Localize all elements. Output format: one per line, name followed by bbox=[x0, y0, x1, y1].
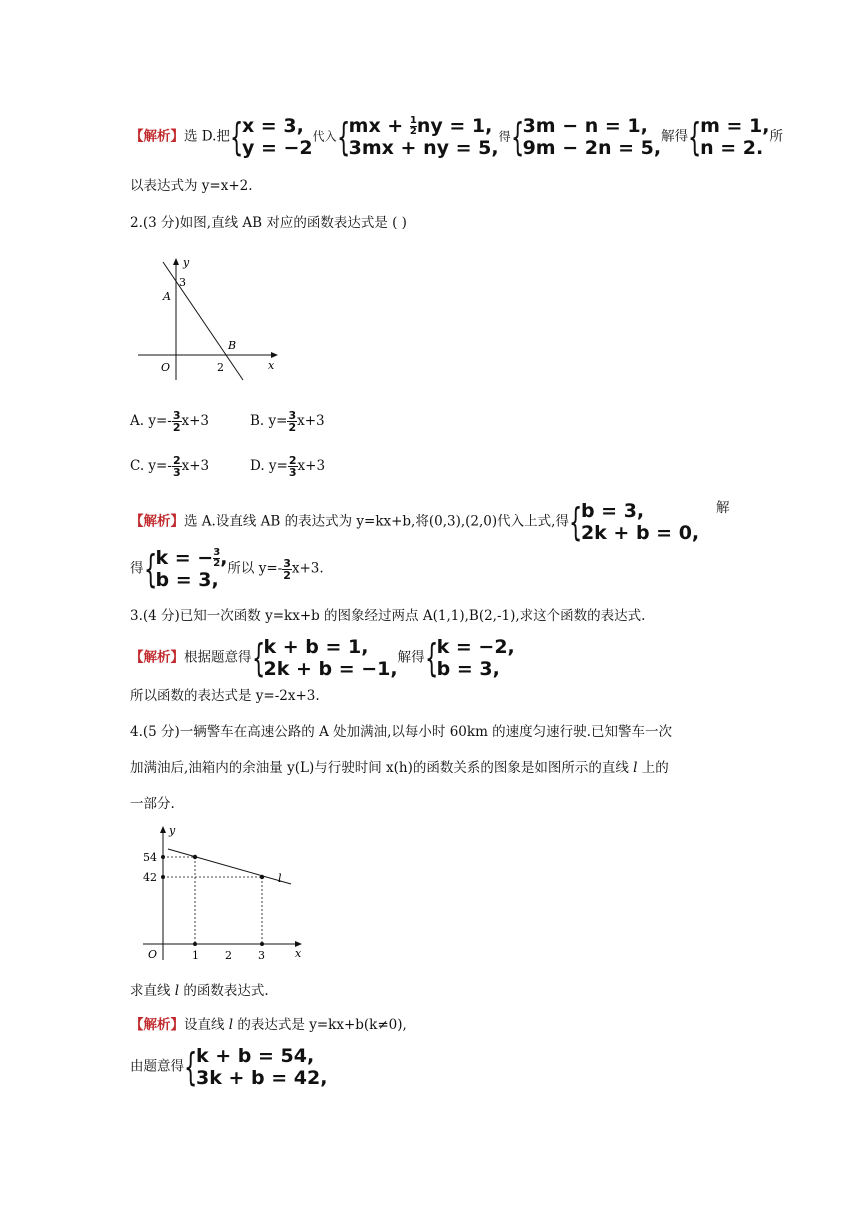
analysis-tag: 【解析】 bbox=[130, 1017, 184, 1033]
q4-stem-line-1: 4.(5 分)一辆警车在高速公路的 A 处加满油,以每小时 60km 的速度匀速行驶.已知警车一次 bbox=[130, 724, 672, 740]
analysis-tag: 【解析】 bbox=[130, 649, 184, 666]
equation-system-f: { k = − $\frac{3}{2}$, b = 3, bbox=[143, 547, 228, 591]
q2-solution-line: 【解析】选 A.设直线 AB 的表达式为 y=kx+b,将(0,3),(2,0)代入上式,得 { b = 3, 2k + b = 0, 解 bbox=[130, 500, 730, 544]
q3-solution-line: 【解析】根据题意得 { k + b = 1, 2k + b = −1, 解得 { k = −2, b = 3, bbox=[130, 636, 515, 680]
y-axis-label: y bbox=[183, 256, 190, 269]
origin-label: O bbox=[148, 948, 158, 961]
equation-system-c: { 3m − n = 1, 9m − 2n = 5, bbox=[510, 115, 662, 159]
q2-options-ab bbox=[130, 409, 325, 434]
x-tick-1: 1 bbox=[192, 949, 199, 962]
x-tick-2: 2 bbox=[225, 949, 232, 962]
point-b-label: B bbox=[228, 339, 237, 352]
x-axis-label: x bbox=[295, 947, 302, 960]
q3-conclusion: 所以函数的表达式是 y=-2x+3. bbox=[130, 688, 320, 704]
option-b: B. y= $\frac{3}{2}$ x+3 bbox=[250, 409, 325, 434]
analysis-tag: 【解析】 bbox=[130, 128, 184, 145]
q2-stem: 2.(3 分)如图,直线 AB 对应的函数表达式是 ( ) bbox=[130, 215, 407, 231]
option-d: D. y= $\frac{2}{3}$ x+3 bbox=[250, 454, 326, 479]
y-intercept-label: 3 bbox=[179, 276, 186, 289]
q3-stem: 3.(4 分)已知一次函数 y=kx+b 的图象经过两点 A(1,1),B(2,-1),求这个函数的表达式. bbox=[130, 608, 646, 624]
q1-solution-cont: 以表达式为 y=x+2. bbox=[130, 178, 253, 194]
q4-graph bbox=[138, 820, 313, 965]
equation-system-d: { m = 1, n = 2. bbox=[688, 115, 770, 159]
y-tick-54: 54 bbox=[143, 851, 157, 864]
equation-system-g: { k + b = 1, 2k + b = −1, bbox=[251, 636, 398, 680]
x-intercept-label: 2 bbox=[217, 361, 224, 374]
y-tick-42: 42 bbox=[143, 871, 157, 884]
point-a-label: A bbox=[163, 290, 171, 303]
q2-solution-cont: 得 { k = − $\frac{3}{2}$, b = 3, 所以 y=- $\frac{3}{2}$ x+3. bbox=[130, 547, 324, 591]
q2-graph bbox=[130, 250, 290, 385]
q4-solution-system-line: 由题意得 { k + b = 54, 3k + b = 42, bbox=[130, 1045, 328, 1089]
line-l-label: l bbox=[278, 872, 282, 885]
equation-system-h: { k = −2, b = 3, bbox=[424, 636, 515, 680]
equation-system-a: { x = 3, y = −2 bbox=[229, 115, 313, 159]
equation-system-i: { k + b = 54, 3k + b = 42, bbox=[184, 1045, 328, 1089]
option-c: C. y=- $\frac{2}{3}$ x+3 bbox=[130, 454, 210, 479]
q2-options-cd bbox=[130, 454, 326, 479]
equation-system-e: { b = 3, 2k + b = 0, bbox=[568, 500, 700, 544]
q1-solution-line: 【解析】选 D.把 { x = 3, y = −2 代入 { mx + $\frac{1}{2}ny = 1$, 3mx + ny = 5, 得 { 3m − n = 1, 9m − 2n = 5, 解得 { m = 1, n = 2. 所 bbox=[130, 115, 783, 159]
y-axis-label: y bbox=[169, 824, 176, 837]
q4-stem-line-3: 一部分. bbox=[130, 796, 175, 812]
equation-system-b: { mx + $\frac{1}{2}ny = 1$, 3mx + ny = 5, bbox=[336, 115, 499, 159]
q4-stem-line-2: 加满油后,油箱内的余油量 y(L)与行驶时间 x(h)的函数关系的图象是如图所示的直线 l 上的 bbox=[130, 760, 669, 776]
x-axis-label: x bbox=[268, 359, 275, 372]
x-tick-3: 3 bbox=[258, 949, 265, 962]
analysis-tag: 【解析】 bbox=[130, 513, 184, 530]
q4-solution-line: 【解析】设直线 l 的表达式是 y=kx+b(k≠0), bbox=[130, 1017, 407, 1033]
q4-ask: 求直线 l 的函数表达式. bbox=[130, 983, 269, 999]
option-a: A. y=- $\frac{3}{2}$ x+3 bbox=[130, 409, 210, 434]
origin-label: O bbox=[161, 361, 171, 374]
